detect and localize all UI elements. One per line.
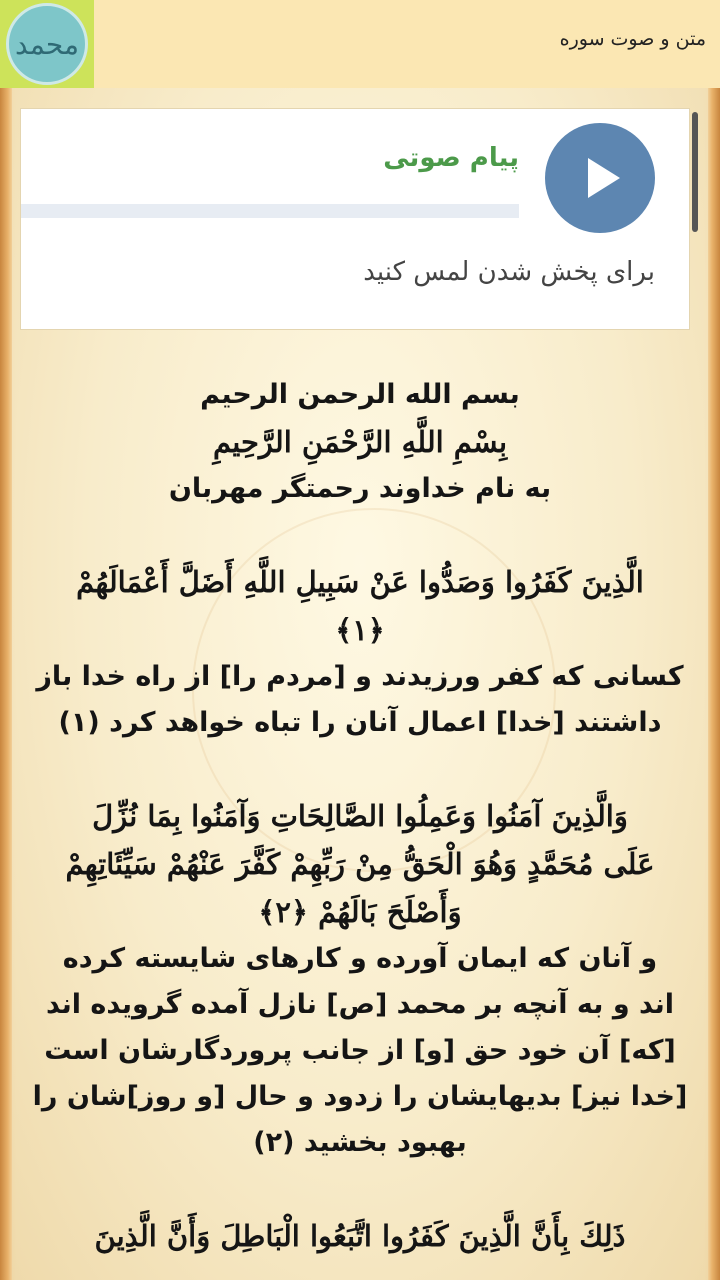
basmala-translation: به نام خداوند رحمتگر مهربان <box>168 473 552 504</box>
basmala-plain: بسم الله الرحمن الرحیم <box>200 379 520 410</box>
verse-2-translation-line: [خدا نیز] بدیهایشان را زدود و حال [و روز]شان را <box>32 1081 688 1112</box>
verse-2-text: عَلَى مُحَمَّدٍ وَهُوَ الْحَقُّ مِنْ رَبِّهِمْ كَفَّرَ عَنْهُمْ سَيِّئَاتِهِمْ <box>65 847 655 881</box>
audio-message-card[interactable] <box>20 108 690 330</box>
surah-text <box>32 372 688 1260</box>
verse-1-translation-line: کسانی که کفر ورزیدند و [مردم را] از راه خدا باز <box>36 661 684 692</box>
play-button[interactable] <box>545 123 655 233</box>
verse-1-text: الَّذِينَ كَفَرُوا وَصَدُّوا عَنْ سَبِيلِ اللَّهِ أَضَلَّ أَعْمَالَهُمْ <box>76 565 644 599</box>
logo-emblem: محمد <box>6 3 88 85</box>
verse-2-translation-line: و آنان که ایمان آورده و کارهای شایسته کرده <box>62 943 658 974</box>
app-header <box>0 0 720 89</box>
page-title: متن و صوت سوره <box>559 28 706 50</box>
verse-1-translation-line: داشتند [خدا] اعمال آنان را تباه خواهد کرد (۱) <box>58 707 662 738</box>
scrollbar[interactable] <box>692 112 698 232</box>
audio-hint: برای پخش شدن لمس کنید <box>363 257 655 287</box>
verse-2-translation-line: [که] آن خود حق [و] از جانب پروردگارشان است <box>44 1035 676 1066</box>
verse-2-text: وَالَّذِينَ آمَنُوا وَعَمِلُوا الصَّالِحَاتِ وَآمَنُوا بِمَا نُزِّلَ <box>92 799 628 833</box>
verse-2-translation-line: بهبود بخشید (۲) <box>253 1127 467 1158</box>
audio-title: پیام صوتی <box>383 143 519 173</box>
play-icon <box>588 158 620 198</box>
verse-1-number: ﴿۱﴾ <box>335 613 385 647</box>
verse-2-translation-line: اند و به آنچه بر محمد [ص] نازل آمده گرویده اند <box>45 989 674 1020</box>
audio-progress-track[interactable] <box>21 204 519 218</box>
verse-3-text: ذَلِكَ بِأَنَّ الَّذِينَ كَفَرُوا اتَّبَعُوا الْبَاطِلَ وَأَنَّ الَّذِينَ <box>94 1219 626 1253</box>
basmala-arabic: بِسْمِ اللَّهِ الرَّحْمَنِ الرَّحِيمِ <box>212 425 508 459</box>
verse-2-text: وَأَصْلَحَ بَالَهُمْ ﴿۲﴾ <box>258 895 462 929</box>
app-logo <box>0 0 94 88</box>
